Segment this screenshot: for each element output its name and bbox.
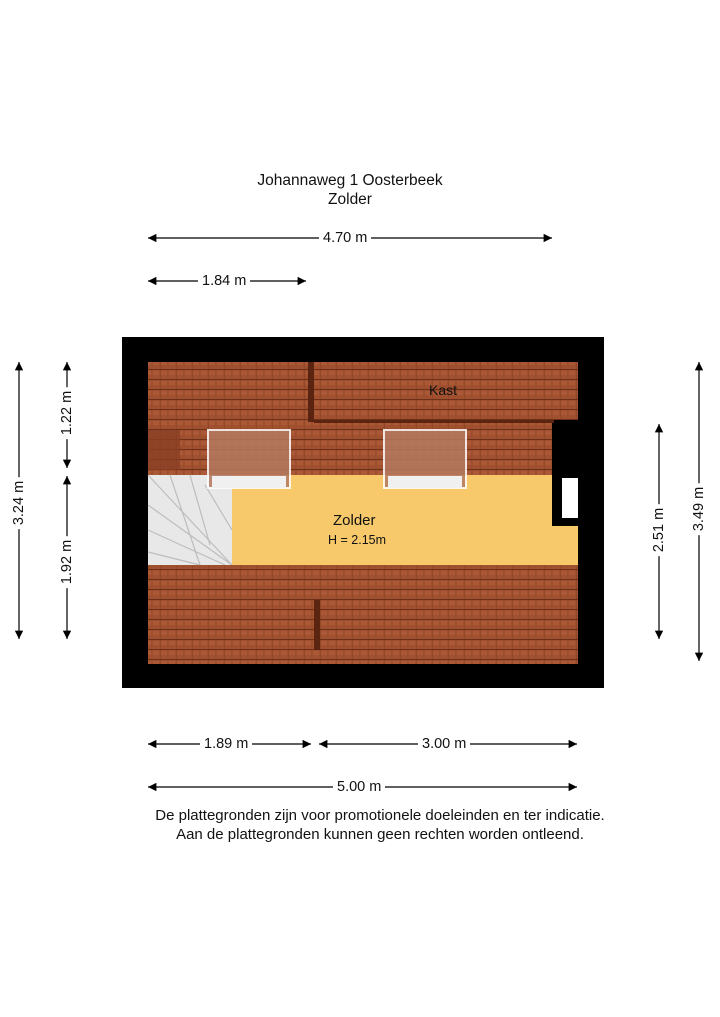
dim-top-part: 1.84 m [198, 273, 250, 289]
dim-bottom-total: 5.00 m [333, 779, 385, 795]
disclaimer-line-1: De plattegronden zijn voor promotionele doeleinden en ter indicatie. [155, 807, 605, 824]
dim-bottom-right: 3.00 m [418, 736, 470, 752]
stairs-divider [148, 565, 232, 664]
dim-right-inner: 2.51 m [651, 504, 667, 556]
dim-top-total: 4.70 m [319, 230, 371, 246]
dim-left-upper: 1.22 m [59, 387, 75, 439]
room-height-label: H = 2.15m [328, 533, 387, 547]
skylight-right-sill [388, 476, 462, 488]
left-cabinet [148, 430, 180, 470]
skylight-left-sill [212, 476, 286, 488]
closet-label: Kast [429, 382, 458, 398]
closet-line [314, 420, 554, 423]
dim-left-lower: 1.92 m [59, 536, 75, 588]
address-title: Johannaweg 1 Oosterbeek [257, 172, 443, 189]
wall-notch-inner [562, 478, 578, 518]
beam-upper [308, 362, 314, 422]
beam-lower [314, 600, 320, 650]
disclaimer-line-2: Aan de plattegronden kunnen geen rechten worden ontleend. [176, 826, 584, 843]
dim-right-outer: 3.49 m [691, 483, 707, 535]
dim-bottom-left: 1.89 m [200, 736, 252, 752]
dim-left-outer: 3.24 m [11, 477, 27, 529]
room-name-label: Zolder [333, 512, 376, 529]
floor-title: Zolder [328, 191, 372, 208]
